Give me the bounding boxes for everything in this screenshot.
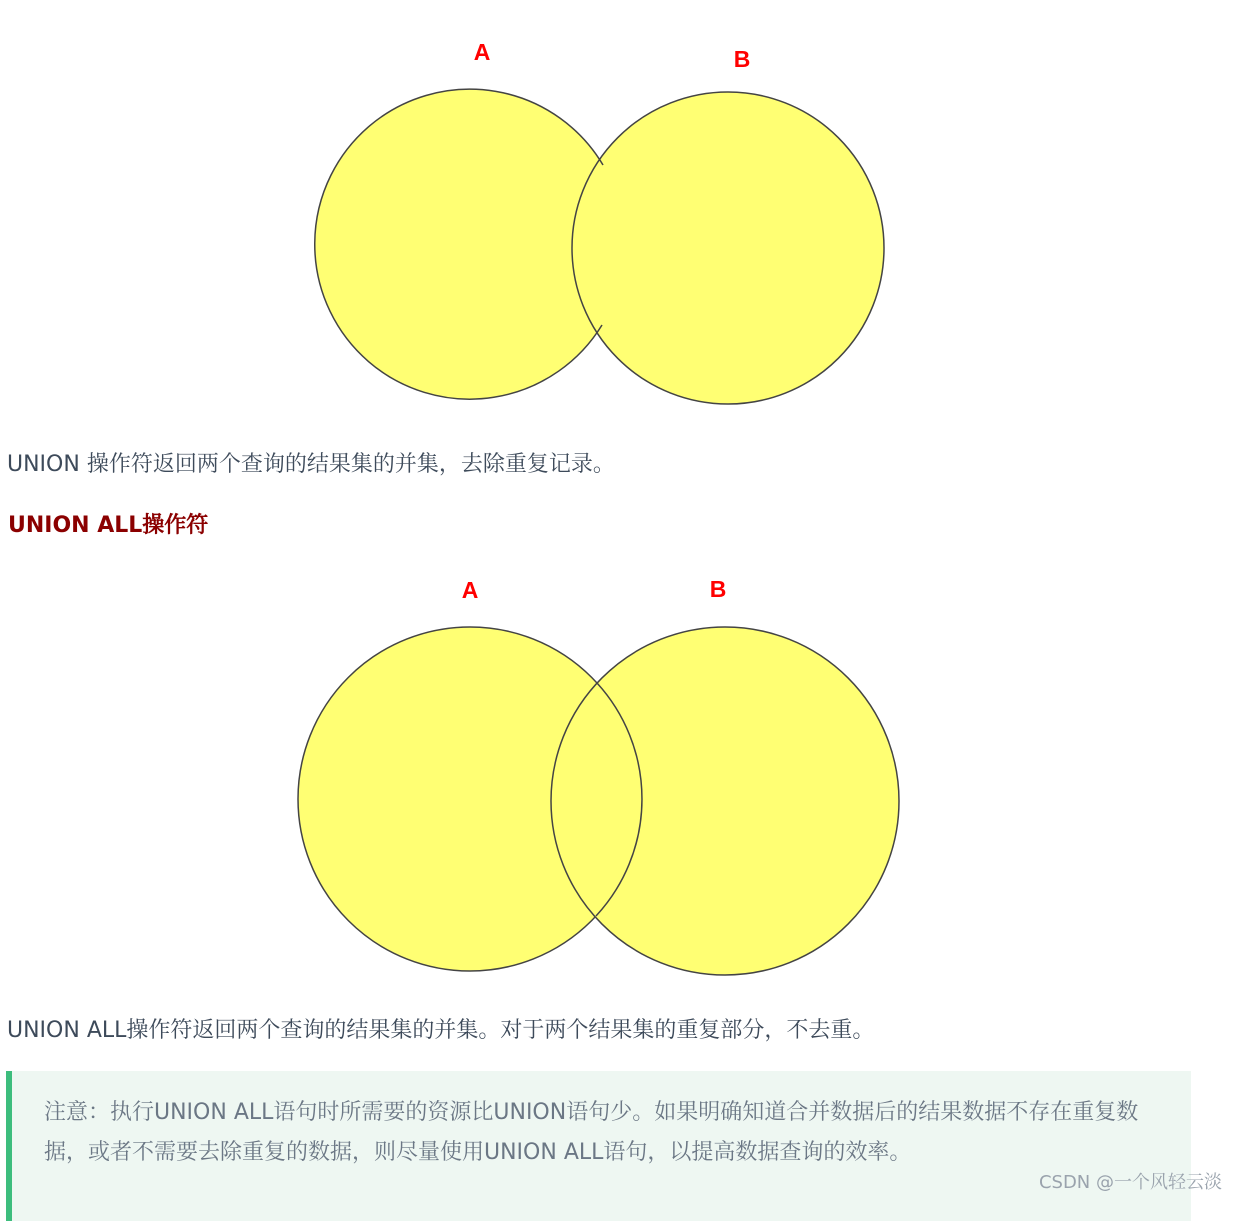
note-text: 注意：执行UNION ALL语句时所需要的资源比UNION语句少。如果明确知道合并数据后的结果数据不存在重复数据，或者不需要去除重复的数据，则尽量使用UNION ALL语句，以提高数据查询的效率。 — [44, 1100, 1139, 1165]
union-all-description: UNION ALL操作符返回两个查询的结果集的并集。对于两个结果集的重复部分，不去重。 — [7, 1018, 875, 1043]
union-all-heading: UNION ALL操作符 — [8, 513, 209, 538]
watermark: CSDN @一个风轻云淡 — [1038, 1172, 1222, 1193]
set-a-label: A — [473, 39, 491, 65]
union-all-venn-diagram — [0, 560, 1236, 980]
union-description: UNION 操作符返回两个查询的结果集的并集，去除重复记录。 — [7, 452, 615, 477]
set-b-label: B — [709, 576, 727, 602]
set-a-label: A — [461, 577, 479, 603]
set-b-fill — [572, 92, 884, 404]
note-callout — [6, 1071, 1191, 1221]
set-b-label: B — [733, 46, 751, 72]
set-b-circle — [551, 627, 899, 975]
union-venn-diagram — [0, 0, 1236, 420]
union-merged-sets — [315, 89, 884, 404]
union-all-overlapping-sets — [298, 627, 899, 975]
